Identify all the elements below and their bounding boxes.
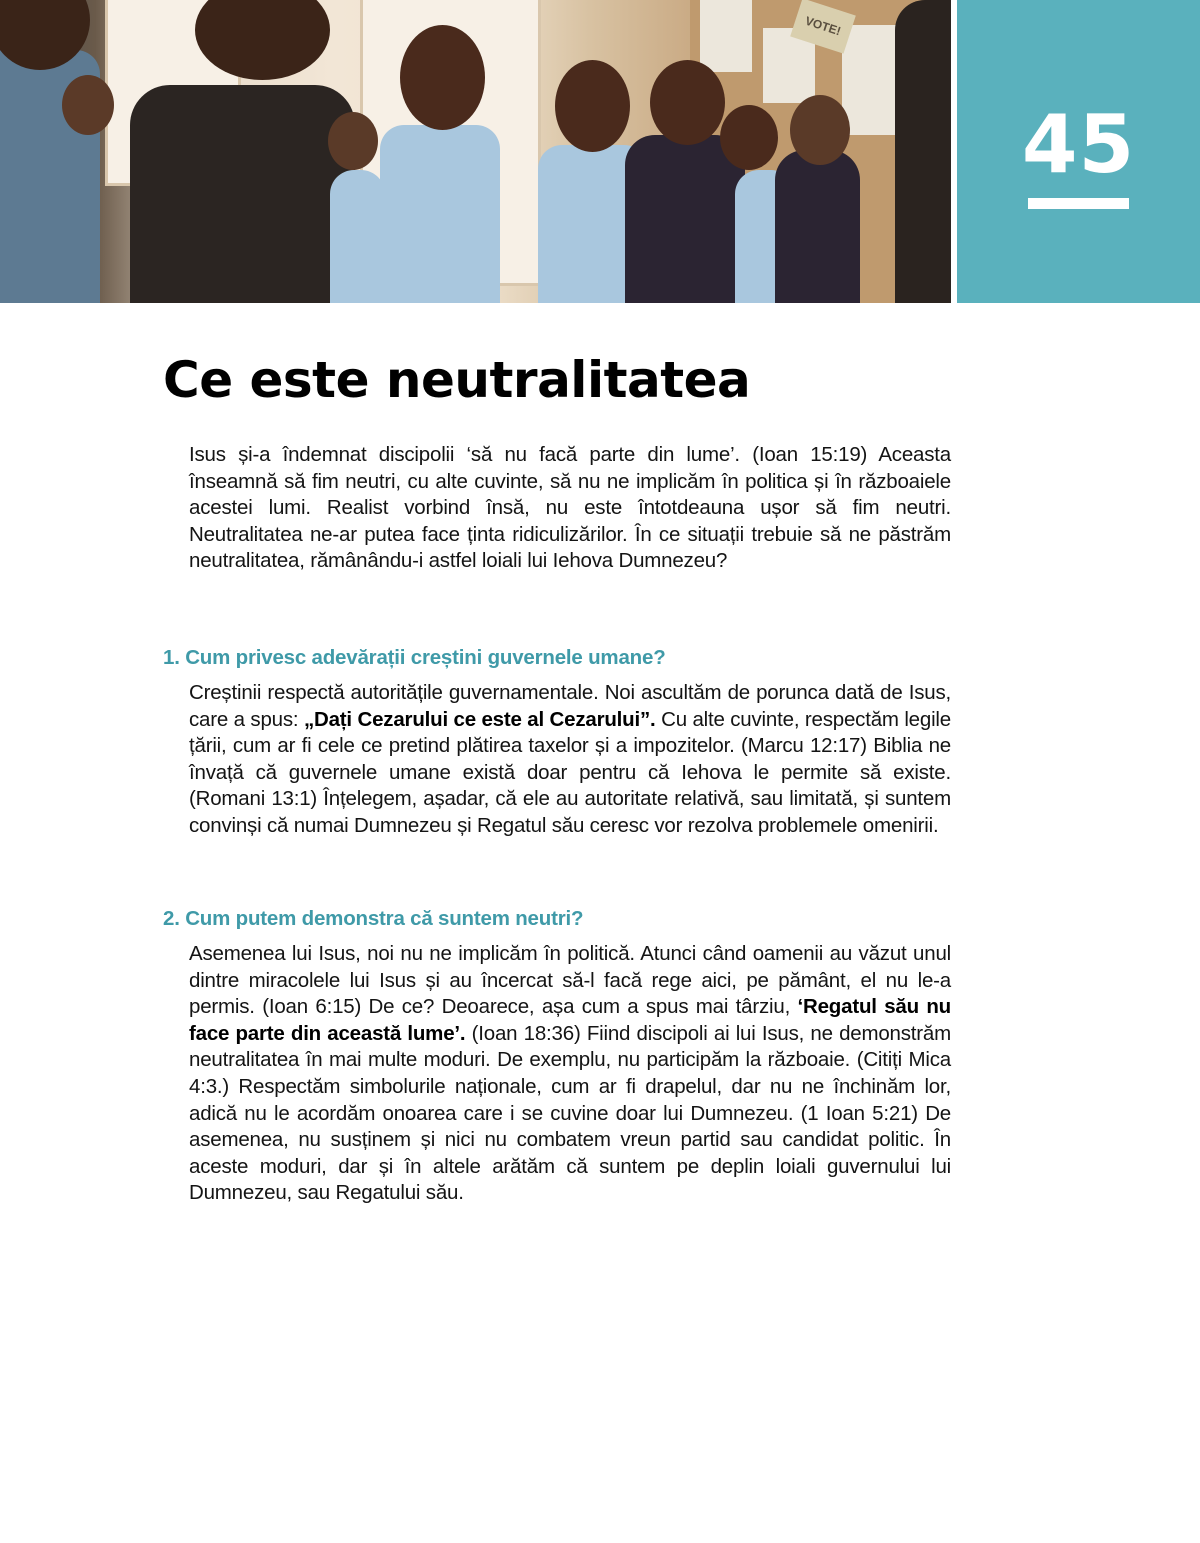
section-1-quote: „Dați Cezarului ce este al Cezarului”. <box>303 707 656 731</box>
board-paper <box>842 25 897 135</box>
intro-paragraph: Isus și-a îndemnat discipolii ‘să nu facă parte din lume’. (Ioan 15:19) Aceasta înseamnă să fim neutri, cu alte cuvinte, să nu ne implicăm în politica și în războaiele acestei lumi. Realist vorbind însă, nu este întotdeauna ușor să fim neutri. Neutralitatea ne-ar putea face ținta ridiculizărilor. În ce situații trebuie să ne păstrăm neutralitatea, rămânându-i astfel loiali lui Iehova Dumnezeu? <box>189 443 951 573</box>
person-head <box>62 75 114 135</box>
person-shirt <box>330 170 385 303</box>
section-2-paragraph <box>189 941 951 1207</box>
person-blurred <box>895 0 951 303</box>
person-suit <box>130 85 355 303</box>
section-1-paragraph <box>189 680 951 840</box>
page-title: Ce este neutralitatea <box>163 351 751 409</box>
section-1-heading: 1. Cum privesc adevărații creștini guvernele umane? <box>163 646 666 669</box>
person-head <box>790 95 850 165</box>
lesson-number-badge <box>957 0 1200 303</box>
header-photo <box>0 0 951 303</box>
section-1-text-before: Creștinii respectă autoritățile guvernamentale. Noi ascultăm de porunca dată de Isus, care a spus: <box>189 681 951 731</box>
lesson-number: 45 <box>1021 98 1136 191</box>
section-2-text-after: (Ioan 18:36) Fiind discipoli ai lui Isus, ne demonstrăm neutralitatea în mai multe moduri. De exemplu, nu participăm la războaie. (Citiți Mica 4:3.) Respectăm simbolurile naționale, cum ar fi drapelul, dar nu ne închinăm lor, adică nu le acordăm onoarea care i se cuvine doar lui Dumnezeu. (1 Ioan 5:21) De asemenea, nu susținem și nici nu combatem vreun partid sau candidat politic. În aceste moduri, dar și în altele arătăm că suntem pe deplin loiali guvernului lui Dumnezeu, sau Regatului său. <box>189 1021 952 1205</box>
person-vest <box>625 135 745 303</box>
intro-section <box>189 442 951 575</box>
person-vest <box>775 150 860 303</box>
section-2-heading: 2. Cum putem demonstra că suntem neutri? <box>163 907 584 930</box>
person-shirt <box>380 125 500 303</box>
person-head <box>650 60 725 145</box>
section-1-text-after: Cu alte cuvinte, respectăm legile țării, cum ar fi cele ce pretind plătirea taxelor și a impozitelor. (Marcu 12:17) Biblia ne învață că guvernele umane există doar pentru că Iehova le permite să existe. (Romani 13:1) Înțelegem, așadar, că ele au autoritate relativă, sau limitată, și suntem convinși că numai Dumnezeu și Regatul său ceresc vor rezolva problemele omenirii. <box>189 707 951 837</box>
board-paper <box>700 0 752 72</box>
vote-sign: VOTE! <box>790 0 856 54</box>
person-head <box>400 25 485 130</box>
section-2-text-before: Asemenea lui Isus, noi nu ne implicăm în politică. Atunci când oamenii au văzut unul dintre miracolele lui Isus și au încercat să-l facă rege aici, pe pământ, el nu le-a permis. (Ioan 6:15) De ce? Deoarece, așa cum a spus mai târziu, <box>189 942 951 1019</box>
lesson-number-underline <box>1028 198 1129 209</box>
section-2-quote: ‘Regatul său nu face parte din această lume’. <box>189 995 951 1045</box>
person-head <box>328 112 378 170</box>
person-head <box>555 60 630 152</box>
person-head <box>720 105 778 170</box>
